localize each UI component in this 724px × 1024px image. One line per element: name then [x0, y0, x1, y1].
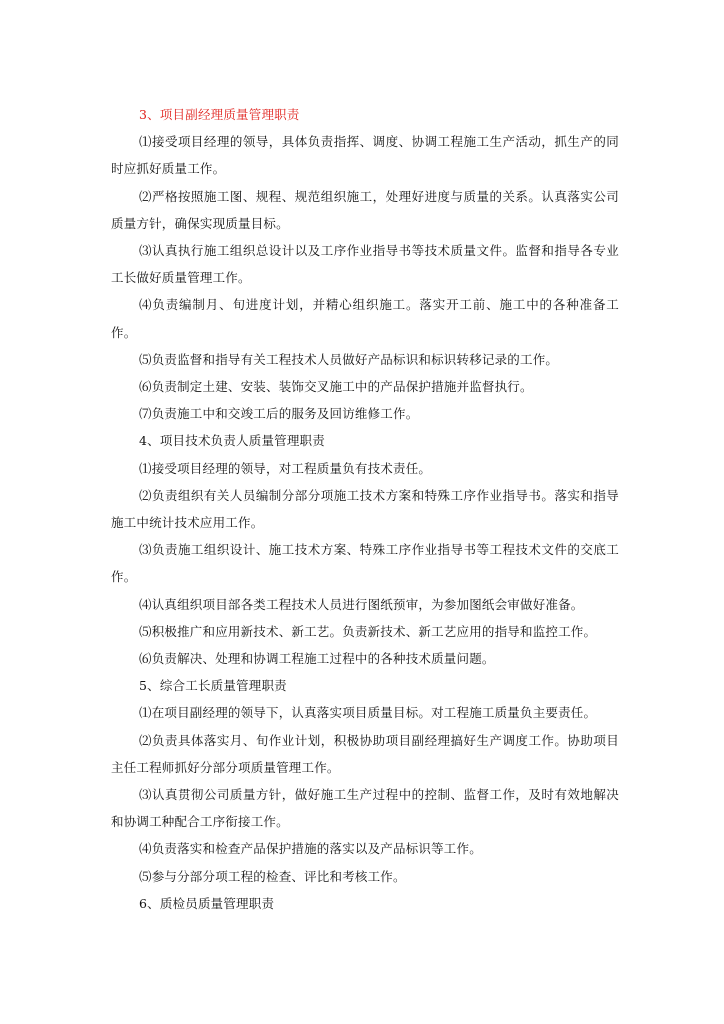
paragraph: ⑶负责施工组织设计、施工技术方案、特殊工序作业指导书等工程技术文件的交底工作。: [111, 542, 619, 585]
section-heading-6: 6、质检员质量管理职责: [139, 895, 275, 911]
paragraph: ⑷认真组织项目部各类工程技术人员进行图纸预审，为参加图纸会审做好准备。: [139, 596, 584, 612]
paragraph: ⑸积极推广和应用新技术、新工艺。负责新技术、新工艺应用的指导和监控工作。: [139, 623, 597, 639]
paragraph: ⑺负责施工中和交竣工后的服务及回访维修工作。: [139, 406, 419, 422]
paragraph: ⑴接受项目经理的领导，具体负责指挥、调度、协调工程施工生产活动，抓生产的同时应抓好质量工作。: [111, 134, 619, 177]
paragraph: ⑴在项目副经理的领导下，认真落实项目质量目标。对工程施工质量负主要责任。: [139, 705, 597, 721]
paragraph: ⑶认真贯彻公司质量方针，做好施工生产过程中的控制、监督工作，及时有效地解决和协调工种配合工序衔接工作。: [111, 787, 619, 830]
paragraph: ⑷负责落实和检查产品保护措施的落实以及产品标识等工作。: [139, 841, 482, 857]
section-heading-5: 5、综合工长质量管理职责: [139, 678, 287, 694]
paragraph: ⑷负责编制月、旬进度计划，并精心组织施工。落实开工前、施工中的各种准备工作。: [111, 297, 619, 340]
section-heading-3: 3、项目副经理质量管理职责: [139, 107, 300, 122]
paragraph: ⑵严格按照施工图、规程、规范组织施工，处理好进度与质量的关系。认真落实公司质量方针，确保实现质量目标。: [111, 188, 619, 231]
paragraph: ⑶认真执行施工组织总设计以及工序作业指导书等技术质量文件。监督和指导各专业工长做好质量管理工作。: [111, 243, 619, 286]
paragraph: ⑹负责解决、处理和协调工程施工过程中的各种技术质量问题。: [139, 651, 495, 667]
paragraph: ⑸负责监督和指导有关工程技术人员做好产品标识和标识转移记录的工作。: [139, 351, 559, 367]
paragraph: ⑴接受项目经理的领导，对工程质量负有技术责任。: [139, 460, 432, 476]
paragraph: ⑹负责制定土建、安装、装饰交叉施工中的产品保护措施并监督执行。: [139, 379, 533, 395]
paragraph: ⑵负责组织有关人员编制分部分项施工技术方案和特殊工序作业指导书。落实和指导施工中统计技术应用工作。: [111, 487, 619, 531]
section-heading-4: 4、项目技术负责人质量管理职责: [139, 433, 325, 449]
paragraph: ⑸参与分部分项工程的检查、评比和考核工作。: [139, 868, 406, 884]
paragraph: ⑵负责具体落实月、旬作业计划，积极协助项目副经理搞好生产调度工作。协助项目主任工程师抓好分部分项质量管理工作。: [111, 732, 619, 775]
document-body: [111, 101, 619, 917]
